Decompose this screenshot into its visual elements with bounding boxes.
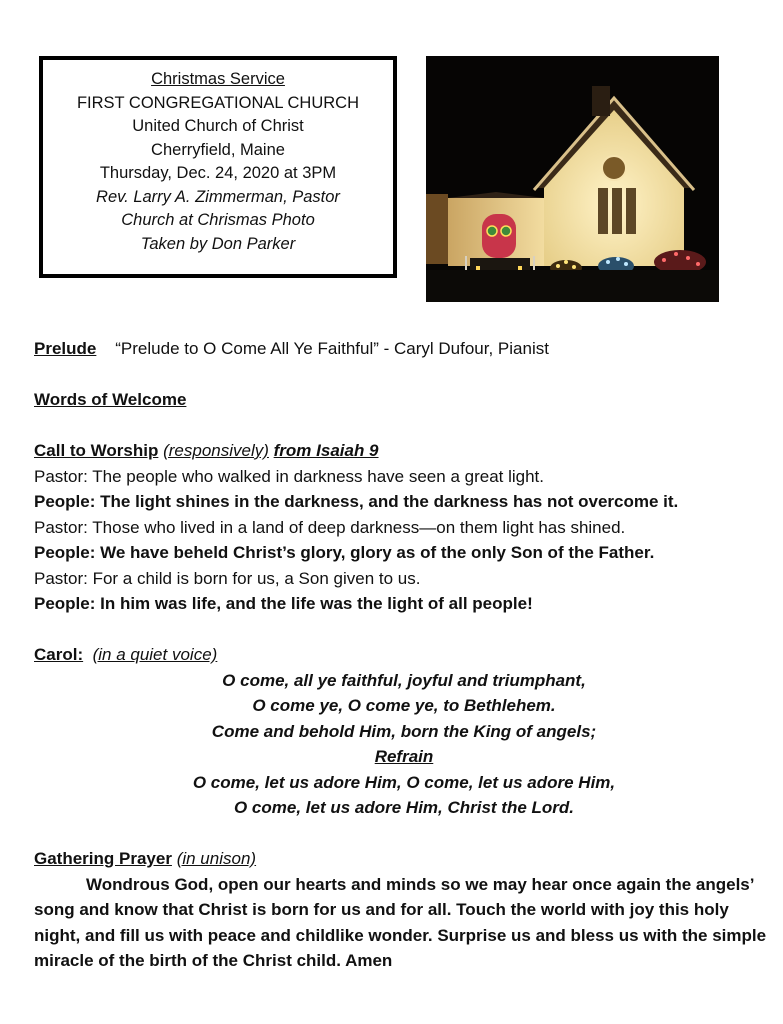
carol-note: (in a quiet voice) [92,645,218,664]
location: Cherryfield, Maine [151,140,285,159]
prelude-heading: Prelude [34,339,97,358]
service-date: Thursday, Dec. 24, 2020 at 3PM [99,164,337,182]
litany-line: Pastor: The people who walked in darkness have seen a great light. [34,466,544,486]
carol-heading-line [34,642,774,668]
header-box [39,56,397,278]
carol-verse-line: O come, all ye faithful, joyful and triumphant, [222,670,586,690]
carol-heading: Carol: [34,645,84,664]
welcome-heading: Words of Welcome [34,390,187,409]
carol-verse-line: Come and behold Him, born the King of angels; [211,721,597,741]
refrain-line: O come, let us adore Him, O come, let us adore Him, [192,772,616,792]
call-to-worship-heading-line [34,438,774,464]
photo-caption: Church at Chrismas Photo [121,211,315,229]
litany-line: Pastor: For a child is born for us, a Son given to us. [34,568,421,588]
gathering-prayer-text: Wondrous God, open our hearts and minds so we may hear once again the angels’ song and know that Christ is born for us and for all. Touch the world with joy this holy night, and fill us with peace and childlike wonder. Surprise us and bless us with the simple miracle of the birth of the Christ child. Amen [34,874,767,970]
litany-line: Pastor: Those who lived in a land of deep darkness—on them light has shined. [34,517,626,537]
service-title: Christmas Service [151,70,285,88]
bulletin-body [34,336,774,974]
litany-line: People: We have beheld Christ’s glory, glory as of the only Son of the Father. [34,543,655,562]
church-photo [426,56,719,302]
gathering-prayer-note: (in unison) [176,849,257,868]
carol-verse-line: O come ye, O come ye, to Bethlehem. [252,696,556,715]
prelude-line [34,336,774,362]
call-to-worship-source: from Isaiah 9 [273,441,379,460]
refrain-line: O come, let us adore Him, Christ the Lord. [233,798,575,817]
denomination: United Church of Christ [132,117,304,135]
church-name: FIRST CONGREGATIONAL CHURCH [76,93,360,112]
refrain-label: Refrain [374,747,434,766]
call-to-worship-note: (responsively) [163,441,269,460]
call-to-worship-heading: Call to Worship [34,441,159,460]
gathering-prayer-heading: Gathering Prayer [34,849,172,868]
prelude-text: “Prelude to O Come All Ye Faithful” - Caryl Dufour, Pianist [115,339,549,358]
church-illustration [426,56,719,302]
litany-line: People: In him was life, and the life was the light of all people! [34,594,533,613]
litany-line: People: The light shines in the darkness, and the darkness has not overcome it. [34,492,679,511]
photo-credit: Taken by Don Parker [140,234,296,253]
gathering-prayer-heading-line [34,846,774,872]
pastor-name: Rev. Larry A. Zimmerman, Pastor [96,187,340,206]
